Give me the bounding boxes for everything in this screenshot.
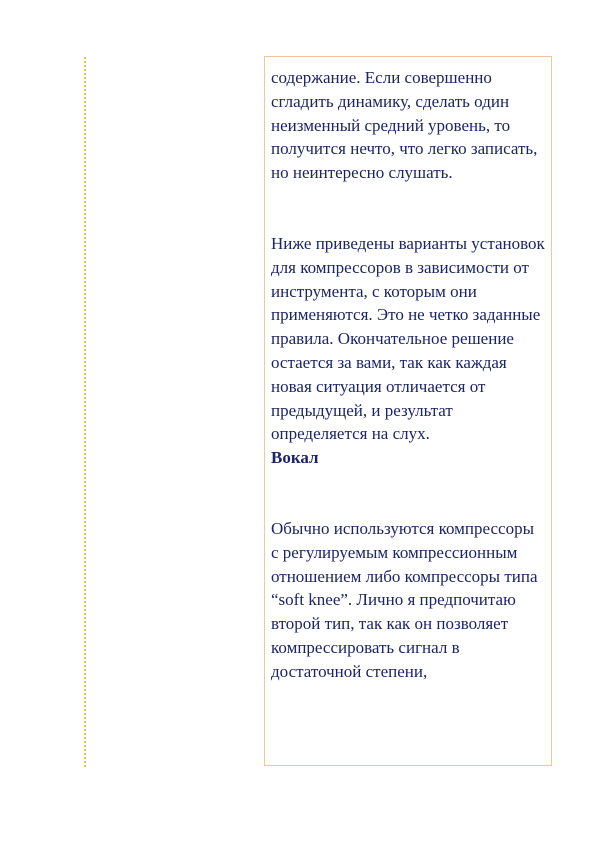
- paragraph-3: Обычно используются компрессоры с регулируемым компрессионным отношением либо компрессоры типа “soft knee”. Лично я предпочитаю второй тип, так как он позволяет компрессировать сигнал в достаточной степени,: [271, 518, 538, 681]
- paragraph-spacer: [271, 185, 545, 232]
- paragraph-1: содержание. Если совершенно сгладить динамику, сделать один неизменный средний уровень, то получится нечто, что легко записать, но неинтересно слушать.: [271, 68, 538, 183]
- text-frame: [264, 56, 552, 766]
- margin-rule: [84, 57, 86, 767]
- section-heading: Вокал: [271, 448, 319, 468]
- heading-spacer: [271, 470, 545, 517]
- paragraph-2: Ниже приведены варианты установок для компрессоров в зависимости от инструмента, с которым они применяются. Это не четко заданные правила. Окончательное решение остается за вами, так как каждая новая ситуация отличается от предыдущей, и результат определяется на слух.: [271, 233, 545, 444]
